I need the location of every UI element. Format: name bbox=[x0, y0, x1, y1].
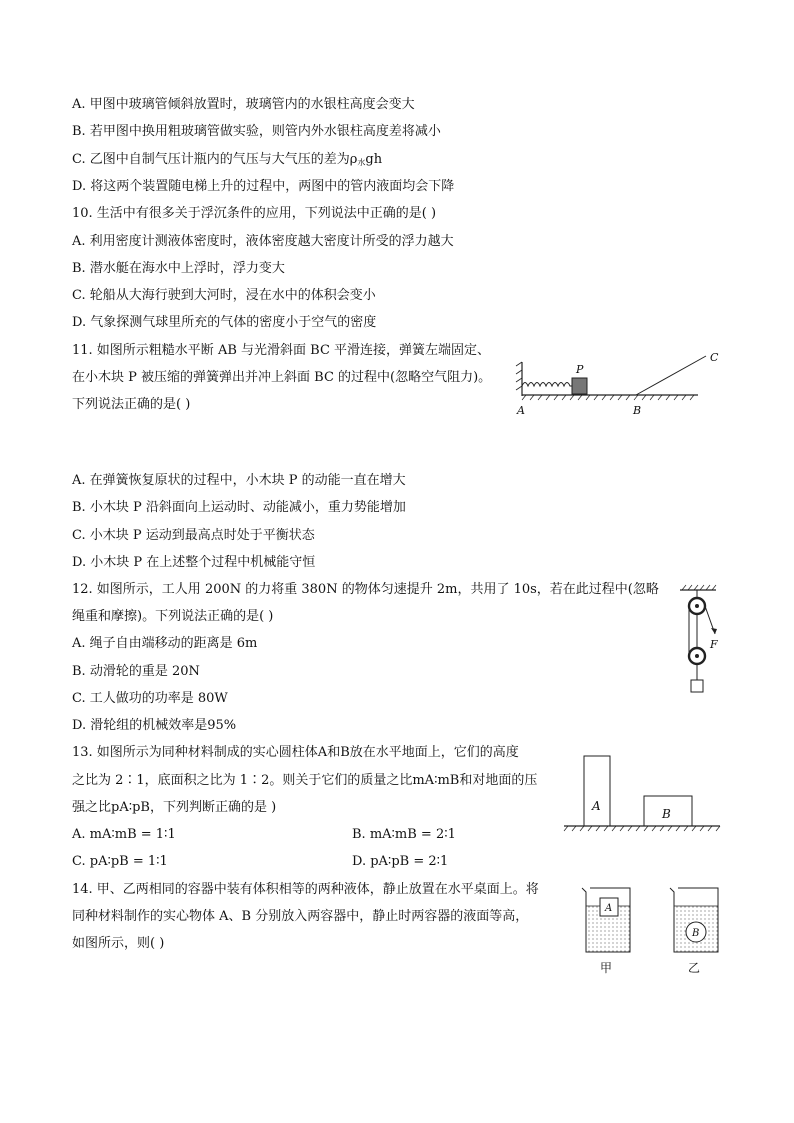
q14-stem-line1: 14. 甲、乙两相同的容器中装有体积相等的两种液体，静止放置在水平桌面上。将 bbox=[72, 882, 539, 897]
q13-option-b: B. mA∶mB = 2∶1 bbox=[352, 827, 456, 842]
q14-stem-line3: 如图所示，则( ) bbox=[72, 936, 165, 951]
q12-option-a: A. 绳子自由端移动的距离是 6m bbox=[72, 636, 258, 651]
q10-option-a: A. 利用密度计测液体密度时，液体密度越大密度计所受的浮力越大 bbox=[72, 234, 454, 249]
q10-stem: 10. 生活中有很多关于浮沉条件的应用，下列说法中正确的是( ) bbox=[72, 206, 437, 221]
q10-option-d: D. 气象探测气球里所充的气体的密度小于空气的密度 bbox=[72, 315, 377, 330]
q11-wall-hatch-2 bbox=[516, 370, 522, 374]
q13-stem-line3: 强之比pA∶pB，下列判断正确的是 ) bbox=[72, 800, 277, 815]
q12-force-arrow bbox=[711, 628, 717, 634]
q9-option-b: B. 若甲图中换用粗玻璃管做实验，则管内外水银柱高度差将减小 bbox=[72, 124, 441, 139]
q10-option-b: B. 潜水艇在海水中上浮时，浮力变大 bbox=[72, 261, 285, 276]
q13-option-c: C. pA∶pB = 1∶1 bbox=[72, 854, 168, 869]
q11-stem-line2: 在小木块 P 被压缩的弹簧弹出并冲上斜面 BC 的过程中(忽略空气阻力)。 bbox=[72, 370, 492, 385]
q14-label-a: A bbox=[605, 903, 613, 914]
q9-option-a: A. 甲图中玻璃管倾斜放置时，玻璃管内的水银柱高度会变大 bbox=[72, 97, 415, 112]
q13-ground-hatch bbox=[564, 826, 720, 831]
q13-stem-line1: 13. 如图所示为同种材料制成的实心圆柱体A和B放在水平地面上，它们的高度 bbox=[72, 745, 519, 760]
q11-option-d: D. 小木块 P 在上述整个过程中机械能守恒 bbox=[72, 555, 316, 570]
q12-option-b: B. 动滑轮的重是 20N bbox=[72, 664, 200, 679]
q14-label-yi: 乙 bbox=[688, 961, 701, 975]
q11-option-a: A. 在弹簧恢复原状的过程中，小木块 P 的动能一直在增大 bbox=[72, 473, 406, 488]
q12-stem-line2: 绳重和摩擦)。下列说法正确的是( ) bbox=[72, 609, 274, 624]
q11-figure bbox=[512, 346, 728, 420]
q9-option-c-tail: gh bbox=[365, 152, 383, 167]
q9-option-d: D. 将这两个装置随电梯上升的过程中，两图中的管内液面均会下降 bbox=[72, 179, 455, 194]
q11-wall-hatch-3 bbox=[516, 378, 522, 382]
q12-fixed-pulley-axle bbox=[695, 604, 699, 608]
q9-option-c-subscript: 水 bbox=[357, 158, 366, 167]
q12-stem-line1: 12. 如图所示，工人用 200N 的力将重 380N 的物体匀速提升 2m，共用了 10s，若在此过程中(忽略 bbox=[72, 582, 659, 597]
q11-option-b: B. 小木块 P 沿斜面向上运动时、动能减小，重力势能增加 bbox=[72, 500, 406, 515]
q13-label-b: B bbox=[662, 807, 671, 821]
q12-option-d: D. 滑轮组的机械效率是95% bbox=[72, 718, 237, 733]
q12-option-c: C. 工人做功的功率是 80W bbox=[72, 691, 228, 706]
q11-spring bbox=[522, 383, 572, 387]
q13-stem-line2: 之比为 2∶1，底面积之比为 1∶2。则关于它们的质量之比mA∶mB和对地面的压 bbox=[72, 773, 538, 788]
q14-label-b: B bbox=[692, 928, 700, 939]
q11-label-p: P bbox=[576, 363, 584, 376]
q9-option-c-text: C. 乙图中自制气压计瓶内的气压与大气压的差为ρ bbox=[72, 152, 358, 167]
q11-label-c: C bbox=[710, 351, 719, 364]
q13-cylinder-a bbox=[584, 756, 610, 826]
q11-label-b: B bbox=[633, 404, 642, 417]
q14-label-jia: 甲 bbox=[600, 961, 613, 975]
q11-stem-line1: 11. 如图所示粗糙水平断 AB 与光滑斜面 BC 平滑连接，弹簧左端固定、 bbox=[72, 343, 491, 358]
q11-block-p bbox=[572, 378, 587, 394]
q11-wall-hatch-4 bbox=[516, 386, 522, 390]
q9-option-c bbox=[72, 152, 382, 171]
q13-figure bbox=[562, 750, 724, 836]
q14-stem-line2: 同种材料制作的实心物体 A、B 分别放入两容器中，静止时两容器的液面等高， bbox=[72, 909, 529, 924]
q11-option-c: C. 小木块 P 运动到最高点时处于平衡状态 bbox=[72, 528, 315, 543]
q14-figure bbox=[576, 882, 726, 978]
q11-wall-hatch-1 bbox=[516, 362, 522, 366]
q10-option-c: C. 轮船从大海行驶到大河时，浸在水中的体积会变小 bbox=[72, 288, 376, 303]
q11-ground-hatch bbox=[522, 395, 694, 400]
q11-slope-bc bbox=[636, 356, 706, 395]
q12-movable-pulley-axle bbox=[695, 654, 699, 658]
q12-pulley-figure bbox=[674, 584, 724, 698]
q11-stem-line3: 下列说法正确的是( ) bbox=[72, 397, 191, 412]
q13-label-a: A bbox=[592, 799, 601, 813]
q13-option-a: A. mA∶mB = 1∶1 bbox=[72, 827, 176, 842]
q13-option-d: D. pA∶pB = 2∶1 bbox=[352, 854, 449, 869]
q12-load-box bbox=[691, 680, 703, 692]
q12-ceiling-hatch bbox=[682, 585, 716, 590]
q12-label-f: F bbox=[710, 638, 718, 651]
q11-label-a: A bbox=[517, 404, 525, 417]
